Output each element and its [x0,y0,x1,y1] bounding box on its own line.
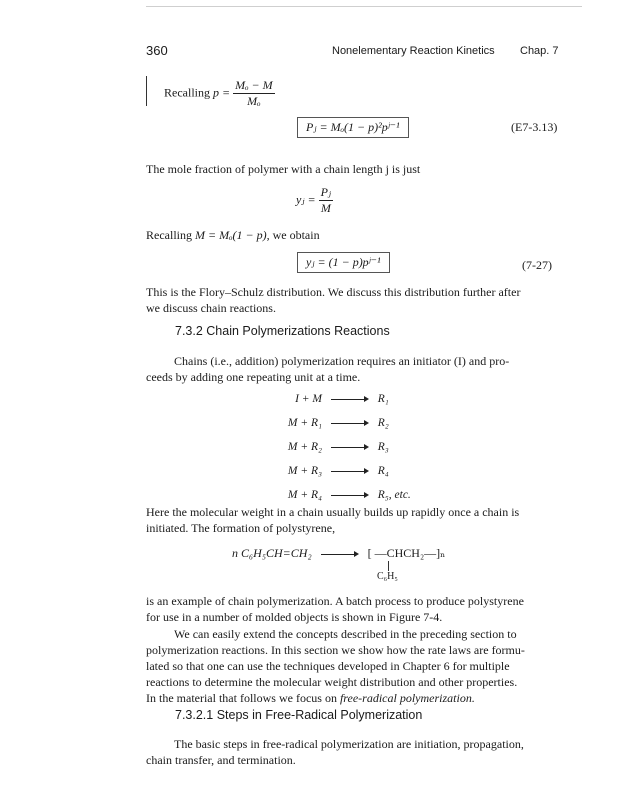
text-line [146,690,586,706]
paragraph-chains [146,353,586,385]
reaction-rhs: R₂ [377,417,389,429]
recalling-m [146,228,320,243]
paragraph-molecular-weight [146,504,586,536]
text-line: Here the molecular weight in a chain usually builds up rapidly once a chain is [146,505,520,519]
text-line: We can easily extend the concepts described in the preceding section to [174,627,517,641]
running-title: Nonelementary Reaction Kinetics [332,45,495,57]
text-line: Chains (i.e., addition) polymerization requires an initiator (I) and pro- [174,354,510,368]
reaction-arrow-icon [331,395,369,403]
text-segment: In the material that follows we focus on [146,691,337,705]
reaction-row [278,465,411,489]
reaction-lhs: M + R₂ [287,441,322,453]
paragraph-example [146,593,586,625]
polystyrene-arrow-icon [321,550,359,558]
reaction-row [278,417,411,441]
paragraph-steps [146,736,586,768]
recalling-label: Recalling [164,85,210,100]
paragraph-extend [146,626,586,706]
chapter-label: Chap. 7 [520,45,559,57]
reaction-lhs: M + R₃ [287,465,322,477]
text-line: is an example of chain polymerization. A batch process to produce polystyrene [146,594,524,608]
yj-numerator: Pⱼ [320,185,332,199]
reaction-arrow-icon [331,491,369,499]
recalling-p [164,78,275,109]
equation-tag-7-27: (7-27) [522,258,552,272]
top-rule [146,6,582,7]
reaction-list [278,393,411,513]
reaction-arrow-icon [331,443,369,451]
polystyrene-equation [232,546,445,561]
focus-italic: free-radical polymerization. [339,691,475,705]
section-heading-7-3-2: 7.3.2 Chain Polymerizations Reactions [175,324,390,338]
reaction-row [278,441,411,465]
text-line: reactions to determine the molecular weight distribution and other properties. [146,675,518,689]
recalling-m-formula: M = Mₒ(1 − p), [194,228,270,242]
paragraph-flory [146,284,586,316]
reaction-rhs: R₁ [377,393,389,405]
substituent-bond [388,561,389,571]
reaction-rhs: R₄ [377,465,389,477]
fraction-yj [319,185,334,216]
equation-tag-e7-3-13: (E7-3.13) [511,120,558,134]
text-line: This is the Flory–Schulz distribution. We discuss this distribution further after [146,285,521,299]
equation-e7-3-13: Pⱼ = Mₒ(1 − p)²pʲ⁻¹ [297,117,409,138]
fraction-denominator: Mₒ [233,93,275,109]
text-line: ceeds by adding one repeating unit at a time. [146,370,361,384]
reaction-lhs: M + R₁ [287,417,322,429]
text-line: chain transfer, and termination. [146,753,296,767]
recalling-m-after: we obtain [272,228,320,242]
recalling-lhs: p = [212,85,231,100]
polystyrene-bracket: [ [367,546,372,560]
reaction-lhs: I + M [295,393,322,405]
reaction-arrow-icon [331,467,369,475]
equation-yj [296,185,333,216]
text-line: for use in a number of molded objects is shown in Figure 7-4. [146,610,443,624]
reaction-lhs: M + R₄ [287,489,322,501]
reaction-rhs: R₅, etc. [377,489,411,501]
section-heading-7-3-2-1: 7.3.2.1 Steps in Free-Radical Polymerization [175,708,423,722]
fraction-numerator: Mₒ − M [235,78,273,92]
polystyrene-rhs: —CHCH₂—]ₙ [374,546,446,560]
reaction-row [278,393,411,417]
polystyrene-lhs: n C₆H₅CH=CH₂ [232,546,312,560]
text-line: polymerization reactions. In this section we show how the rate laws are formu- [146,643,525,657]
yj-denominator: M [319,200,334,216]
text-line: we discuss chain reactions. [146,301,276,315]
text-line: The basic steps in free-radical polymerization are initiation, propagation, [174,737,524,751]
margin-bar [146,76,147,106]
reaction-arrow-icon [331,419,369,427]
substituent-phenyl: C₆H₅ [377,571,398,582]
reaction-rhs: R₃ [377,441,389,453]
yj-lhs: yⱼ = [296,192,316,207]
text-line: initiated. The formation of polystyrene, [146,521,336,535]
paragraph-mole-fraction: The mole fraction of polymer with a chain length j is just [146,162,421,176]
recalling-m-label: Recalling [146,228,192,242]
text-line: lated so that one can use the techniques developed in Chapter 6 for multiple [146,659,510,673]
page-number: 360 [146,43,168,58]
equation-7-27: yⱼ = (1 − p)pʲ⁻¹ [297,252,390,273]
fraction-p [233,78,275,109]
